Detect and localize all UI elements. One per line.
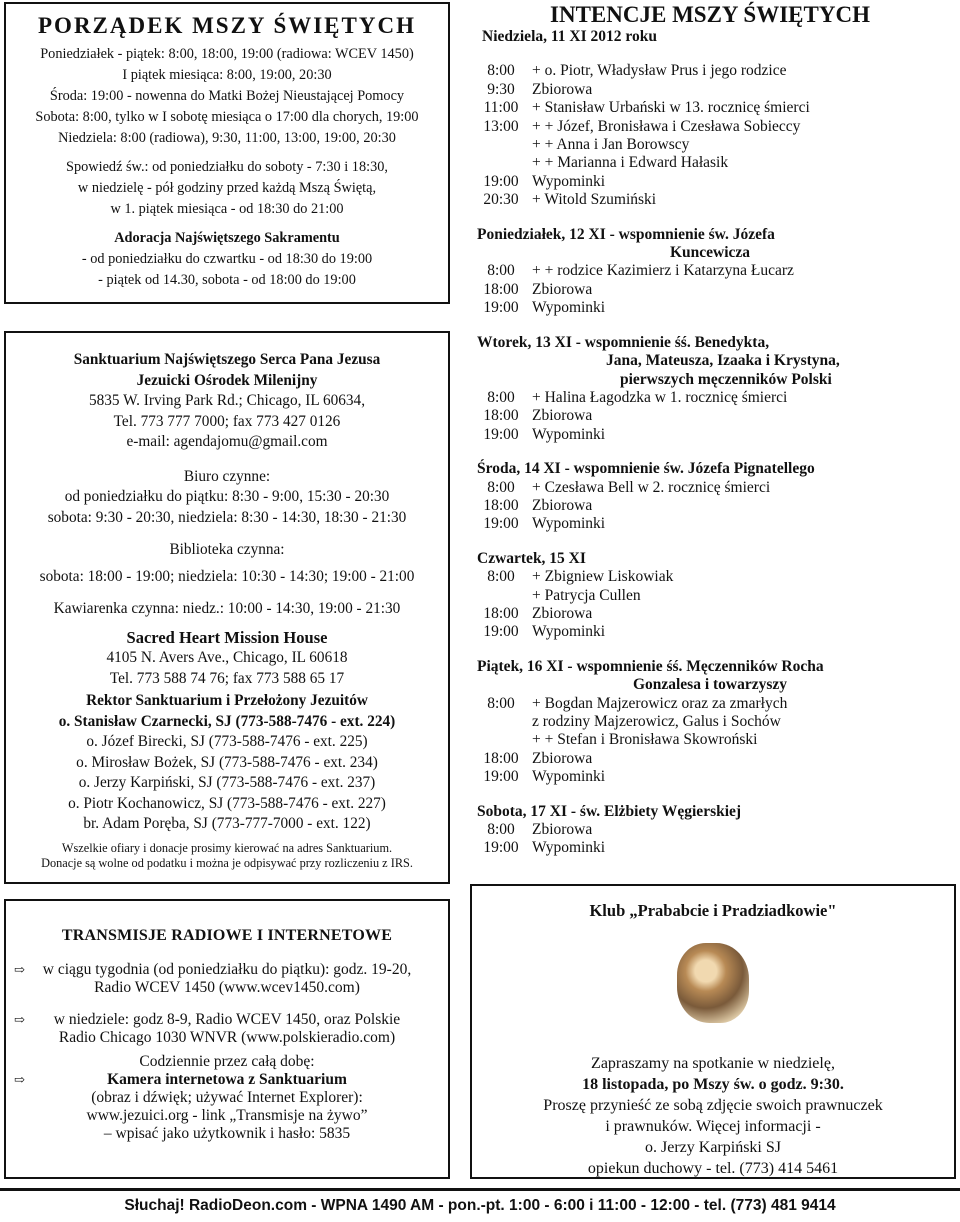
arrow-right-icon: ⇨ <box>14 1072 25 1087</box>
intention-time: 19:00 <box>483 515 519 533</box>
intention-time <box>470 154 532 172</box>
intention-text: Wypominki <box>532 515 606 533</box>
broadcast-line: Radio WCEV 1450 (www.wcev1450.com) <box>94 979 360 996</box>
mission-house-phone: Tel. 773 588 74 76; fax 773 588 65 17 <box>109 669 345 687</box>
intention-text: + + Marianna i Edward Hałasik <box>532 154 729 172</box>
donation-note: Wszelkie ofiary i donacje prosimy kierować na adres Sanktuarium. <box>61 840 393 855</box>
intention-row <box>470 154 950 172</box>
club-title: Klub „Prababcie i Pradziadkowie" <box>589 901 837 920</box>
intention-time: 19:00 <box>483 768 519 786</box>
club-phone: opiekun duchowy - tel. (773) 414 5461 <box>587 1160 839 1177</box>
day-title-line: Jana, Mateusza, Izaaka i Krystyna, <box>606 352 840 370</box>
intention-row <box>470 299 950 317</box>
day-title-saturday: Sobota, 17 XI - św. Elżbiety Węgierskiej <box>477 802 742 820</box>
intention-time <box>470 731 532 749</box>
sanctuary-email: e-mail: agendajomu@gmail.com <box>126 433 328 450</box>
day-title-monday <box>470 226 950 263</box>
broadcast-item-sunday <box>6 1011 448 1047</box>
intention-time: 19:00 <box>483 425 519 443</box>
intention-row <box>470 497 950 515</box>
intention-text: Zbiorowa <box>532 407 593 425</box>
library-title: Biblioteka czynna: <box>169 541 285 558</box>
intention-row <box>470 173 950 191</box>
intention-row <box>470 587 950 605</box>
day-thursday <box>470 568 950 642</box>
intention-row <box>470 407 950 425</box>
day-title-wednesday: Środa, 14 XI - wspomnienie św. Józefa Pignatellego <box>477 460 815 478</box>
schedule-line: Niedziela: 8:00 (radiowa), 9:30, 11:00, 13:00, 19:00, 20:30 <box>58 130 396 146</box>
broadcast-line: (obraz i dźwięk; używać Internet Explorer): <box>91 1089 363 1106</box>
schedule-line: Sobota: 8:00, tylko w I sobotę miesiąca o 17:00 dla chorych, 19:00 <box>35 109 419 125</box>
intention-time: 8:00 <box>487 62 515 80</box>
intention-row <box>470 768 950 786</box>
intention-text: + + Józef, Bronisława i Czesława Sobieccy <box>532 117 801 135</box>
club-text: Zapraszamy na spotkanie w niedzielę, <box>591 1055 835 1072</box>
intention-time: 20:30 <box>483 191 519 209</box>
rector-title: Rektor Sanktuarium i Przełożony Jezuitów <box>86 692 368 709</box>
intention-time <box>470 587 532 605</box>
intention-time: 18:00 <box>483 407 519 425</box>
day-title-tuesday <box>470 334 950 389</box>
priest-contact: o. Józef Birecki, SJ (773-588-7476 - ext. 225) <box>86 733 368 750</box>
confession-info <box>6 157 448 220</box>
mass-schedule-title: PORZĄDEK MSZY ŚWIĘTYCH <box>38 13 416 38</box>
day-title-line: Wtorek, 13 XI - wspomnienie śś. Benedykta, <box>477 333 770 351</box>
intention-text: + Zbigniew Liskowiak <box>532 568 674 586</box>
intention-text: + + Anna i Jan Borowscy <box>532 136 690 154</box>
intention-text: Zbiorowa <box>532 821 593 839</box>
broadcast-item-webcam <box>6 1053 448 1143</box>
intention-text: + Halina Łagodzka w 1. rocznicę śmierci <box>532 388 788 406</box>
intention-row <box>470 118 950 136</box>
intention-row <box>470 713 950 731</box>
sanctuary-name: Sanktuarium Najświętszego Serca Pana Jezusa <box>73 351 381 368</box>
intention-row <box>470 568 950 586</box>
day-tuesday <box>470 389 950 444</box>
library-hours: sobota: 18:00 - 19:00; niedziela: 10:30 - 14:30; 19:00 - 21:00 <box>39 567 415 585</box>
intention-text: + Bogdan Majzerowicz oraz za zmarłych <box>532 694 788 712</box>
intention-row <box>470 426 950 444</box>
intention-time: 11:00 <box>483 99 519 117</box>
day-friday <box>470 695 950 787</box>
intention-time <box>470 136 532 154</box>
intention-text: Wypominki <box>532 172 606 190</box>
intention-time: 18:00 <box>483 749 519 767</box>
intention-text: + + rodzice Kazimierz i Katarzyna Łucarz <box>532 262 794 280</box>
intention-time: 18:00 <box>483 604 519 622</box>
intention-time: 19:00 <box>483 299 519 317</box>
club-date: 18 listopada, po Mszy św. o godz. 9:30. <box>582 1076 844 1093</box>
broadcast-item-weekday <box>6 961 448 997</box>
intentions-title: INTENCJE MSZY ŚWIĘTYCH <box>550 2 870 27</box>
confession-line: w 1. piątek miesiąca - od 18:30 do 21:00 <box>110 201 344 217</box>
intention-text: Zbiorowa <box>532 280 593 298</box>
club-text: i prawnuków. Więcej informacji - <box>605 1118 821 1135</box>
intention-row <box>470 191 950 209</box>
broadcast-line: – wpisać jako użytkownik i hasło: 5835 <box>103 1125 351 1142</box>
intention-row <box>470 750 950 768</box>
intention-time <box>470 713 532 731</box>
intention-time: 18:00 <box>483 496 519 514</box>
intention-time: 9:30 <box>487 80 515 98</box>
intention-text: + Czesława Bell w 2. rocznicę śmierci <box>532 478 771 496</box>
intention-text: z rodziny Majzerowicz, Galus i Sochów <box>532 713 781 730</box>
confession-line: w niedzielę - pół godziny przed każdą Mszą Świętą, <box>77 180 377 196</box>
day-title-line: Kuncewicza <box>669 244 751 262</box>
intention-text: Zbiorowa <box>532 749 593 767</box>
intention-time: 8:00 <box>487 694 515 712</box>
schedule-line: Środa: 19:00 - nowenna do Matki Bożej Nieustającej Pomocy <box>49 88 405 104</box>
intention-row <box>470 479 950 497</box>
sanctuary-address: 5835 W. Irving Park Rd.; Chicago, IL 60634, <box>88 392 366 409</box>
intention-text: Zbiorowa <box>532 80 593 98</box>
day-title-line: pierwszych męczenników Polski <box>620 370 832 388</box>
adoration-line: - piątek od 14.30, sobota - od 18:00 do 19:00 <box>98 272 356 288</box>
schedule-line: Poniedziałek - piątek: 8:00, 18:00, 19:00 (radiowa: WCEV 1450) <box>40 46 414 62</box>
intention-time: 8:00 <box>487 821 515 839</box>
arrow-right-icon: ⇨ <box>14 1012 25 1027</box>
schedule-line: I piątek miesiąca: 8:00, 19:00, 20:30 <box>122 67 332 83</box>
club-box <box>470 884 956 1179</box>
intention-time: 8:00 <box>487 478 515 496</box>
intention-time: 8:00 <box>487 388 515 406</box>
intention-row <box>470 81 950 99</box>
intention-text: + o. Piotr, Władysław Prus i jego rodzice <box>532 62 787 80</box>
intention-row <box>470 839 950 857</box>
sanctuary-info-box <box>4 331 450 884</box>
mission-house-title: Sacred Heart Mission House <box>126 627 328 647</box>
intention-text: Wypominki <box>532 768 606 786</box>
intention-row <box>470 731 950 749</box>
intention-text: + Patrycja Cullen <box>532 586 641 604</box>
webcam-title: Kamera internetowa z Sanktuarium <box>107 1071 347 1088</box>
office-hours-weekday: od poniedziałku do piątku: 8:30 - 9:00, 15:30 - 20:30 <box>64 488 390 505</box>
adoration-title: Adoracja Najświętszego Sakramentu <box>114 230 340 246</box>
intention-time: 19:00 <box>483 839 519 857</box>
adoration-info <box>6 228 448 291</box>
broadcast-title: TRANSMISJE RADIOWE I INTERNETOWE <box>61 927 393 944</box>
intention-row <box>470 605 950 623</box>
intention-time: 19:00 <box>483 172 519 190</box>
intention-row <box>470 821 950 839</box>
priest-contact: o. Mirosław Bożek, SJ (773-588-7476 - ext. 234) <box>76 753 378 771</box>
intention-text: Wypominki <box>532 299 606 317</box>
office-hours-title: Biuro czynne: <box>183 467 271 485</box>
intention-text: + Witold Szumiński <box>532 191 657 209</box>
day-title-line: Poniedziałek, 12 XI - wspomnienie św. Józefa <box>477 225 775 243</box>
sanctuary-phone: Tel. 773 777 7000; fax 773 427 0126 <box>113 412 341 430</box>
intention-row <box>470 515 950 533</box>
day-wednesday <box>470 479 950 534</box>
intention-time: 19:00 <box>483 623 519 641</box>
intention-row <box>470 99 950 117</box>
day-sunday <box>470 62 950 209</box>
intention-text: Zbiorowa <box>532 496 593 514</box>
intention-text: + + Stefan i Bronisława Skowroński <box>532 731 758 749</box>
day-title-line: Gonzalesa i towarzyszy <box>632 676 788 694</box>
mass-schedule-lines <box>6 44 448 149</box>
office-hours-weekend: sobota: 9:30 - 20:30, niedziela: 8:30 - 14:30, 18:30 - 21:30 <box>47 508 407 526</box>
mission-house-address: 4105 N. Avers Ave., Chicago, IL 60618 <box>106 649 348 666</box>
intention-text: Zbiorowa <box>532 604 593 622</box>
elderly-couple-photo <box>677 943 749 1023</box>
sanctuary-subname: Jezuicki Ośrodek Milenijny <box>136 371 318 389</box>
intention-time: 18:00 <box>483 280 519 298</box>
intention-row <box>470 62 950 80</box>
broadcast-box <box>4 899 450 1179</box>
intention-time: 13:00 <box>483 117 519 135</box>
priest-contact: o. Jerzy Karpiński, SJ (773-588-7476 - ext. 237) <box>78 774 376 791</box>
intention-row <box>470 262 950 280</box>
day-saturday <box>470 821 950 858</box>
cafe-hours: Kawiarenka czynna: niedz.: 10:00 - 14:30, 19:00 - 21:30 <box>53 600 401 617</box>
intention-text: Wypominki <box>532 623 606 641</box>
broadcast-line: w ciągu tygodnia (od poniedziałku do piątku): godz. 19-20, <box>42 961 412 978</box>
intention-row <box>470 623 950 641</box>
club-contact: o. Jerzy Karpiński SJ <box>645 1139 781 1156</box>
intention-text: Wypominki <box>532 425 606 443</box>
day-title-thursday: Czwartek, 15 XI <box>477 549 586 567</box>
footer-divider <box>0 1188 960 1191</box>
adoration-line: - od poniedziałku do czwartku - od 18:30 do 19:00 <box>81 251 373 267</box>
mass-schedule-box <box>4 2 450 304</box>
broadcast-line: Codziennie przez całą dobę: <box>139 1053 315 1070</box>
arrow-right-icon: ⇨ <box>14 962 25 977</box>
intention-time: 8:00 <box>487 568 515 586</box>
intentions-date: Niedziela, 11 XI 2012 roku <box>482 28 657 45</box>
rector-name: o. Stanisław Czarnecki, SJ (773-588-7476 - ext. 224) <box>58 712 396 730</box>
intention-row <box>470 281 950 299</box>
day-title-line: Piątek, 16 XI - wspomnienie śś. Męczenników Rocha <box>477 657 824 675</box>
intention-row <box>470 389 950 407</box>
donation-note-irs: Donacje są wolne od podatku i można je odpisywać przy rozliczeniu z IRS. <box>41 855 413 870</box>
priest-contact: br. Adam Poręba, SJ (773-777-7000 - ext. 122) <box>83 815 371 832</box>
radio-footer: Słuchaj! RadioDeon.com - WPNA 1490 AM - pon.-pt. 1:00 - 6:00 i 11:00 - 12:00 - tel. (773) 481 9414 <box>124 1197 836 1214</box>
broadcast-line: Radio Chicago 1030 WNVR (www.polskieradio.com) <box>58 1029 396 1046</box>
priest-contact: o. Piotr Kochanowicz, SJ (773-588-7476 - ext. 227) <box>68 794 386 812</box>
confession-line: Spowiedź św.: od poniedziałku do soboty - 7:30 i 18:30, <box>66 159 388 175</box>
broadcast-link[interactable]: www.jezuici.org - link „Transmisje na żywo” <box>86 1107 368 1124</box>
intention-row <box>470 695 950 713</box>
club-text: Proszę przynieść ze sobą zdjęcie swoich prawnuczek <box>543 1097 883 1114</box>
day-monday <box>470 262 950 317</box>
intention-time: 8:00 <box>487 262 515 280</box>
intention-text: + Stanisław Urbański w 13. rocznicę śmierci <box>532 99 810 117</box>
broadcast-line: w niedziele: godz 8-9, Radio WCEV 1450, oraz Polskie <box>53 1011 401 1028</box>
day-title-friday <box>470 658 950 695</box>
intention-row <box>470 136 950 154</box>
mass-intentions <box>470 2 950 858</box>
intention-text: Wypominki <box>532 839 606 857</box>
